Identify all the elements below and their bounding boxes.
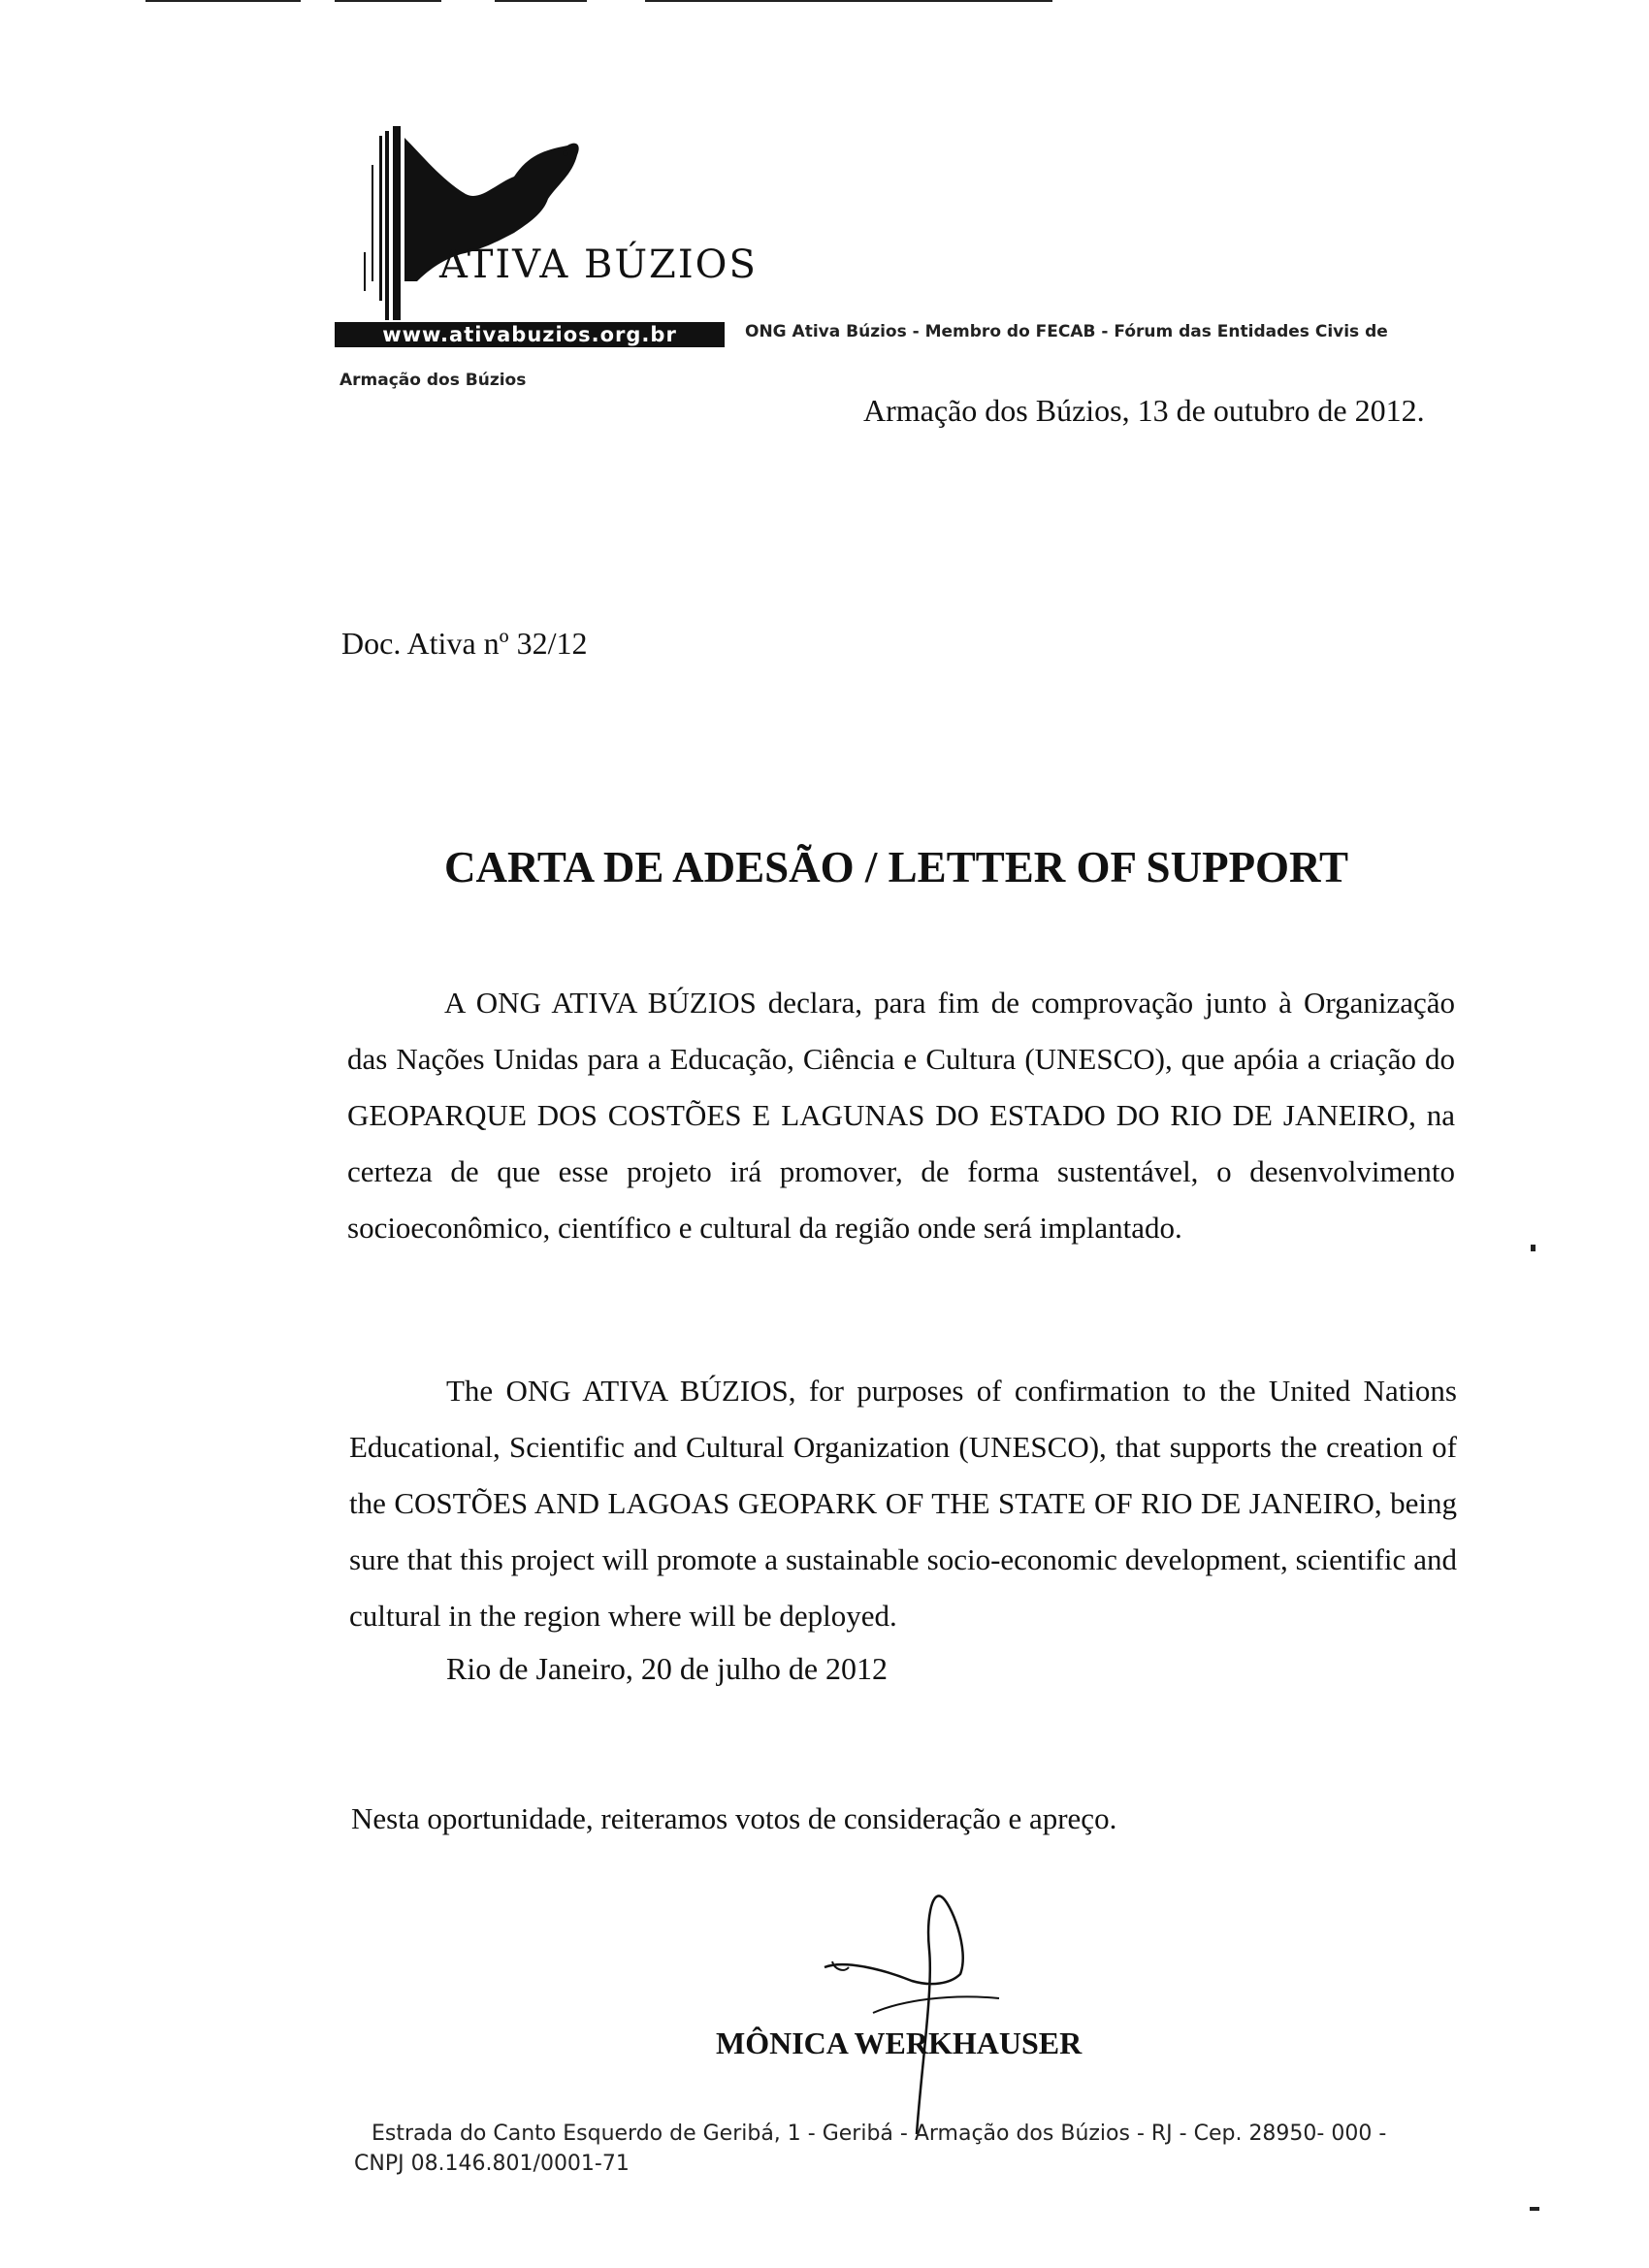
signatory-name: MÔNICA WERKHAUSER: [716, 2025, 1083, 2060]
doc-reference: Doc. Ativa nº 32/12: [341, 626, 588, 661]
paragraph-portuguese: [347, 975, 1455, 1256]
scan-edge-line: [146, 0, 301, 2]
scan-speck: [1531, 1245, 1536, 1251]
date-line: Armação dos Búzios, 13 de outubro de 2012.: [863, 393, 1425, 428]
org-line-2: Armação dos Búzios: [340, 371, 527, 390]
logo-name: ATIVA BÚZIOS: [439, 243, 758, 287]
letter-title: CARTA DE ADESÃO / LETTER OF SUPPORT: [444, 843, 1348, 891]
org-logo: [335, 126, 758, 349]
scan-edge-line: [495, 0, 587, 2]
scan-speck: [1530, 2207, 1539, 2211]
logo-map-icon: [335, 126, 732, 349]
logo-url: www.ativabuzios.org.br: [335, 322, 725, 347]
scan-edge-line: [645, 0, 1052, 2]
paragraph-english-text: The ONG ATIVA BÚZIOS, for purposes of confirmation to the United Nations Educational, Scientific and Cultural Organization (UNESCO), that supports the creation of the COSTÕES AND LAGOAS GEOPARK OF THE STATE OF RIO DE JANEIRO, being sure that this project will promote a sustainable socio-economic development, scientific and cultural in the region where will be deployed.: [349, 1374, 1457, 1633]
handwritten-signature: [805, 1892, 1077, 2144]
footer-address: Estrada do Canto Esquerdo de Geribá, 1 - Geribá - Armação dos Búzios - RJ - Cep. 28950- 000 -: [372, 2122, 1387, 2146]
org-line-1: ONG Ativa Búzios - Membro do FECAB - Fórum das Entidades Civis de: [745, 322, 1388, 341]
place-date: Rio de Janeiro, 20 de julho de 2012: [446, 1651, 889, 1686]
paragraph-english: [349, 1363, 1457, 1644]
closing-line: Nesta oportunidade, reiteramos votos de consideração e apreço.: [351, 1801, 1117, 1835]
paragraph-portuguese-text: A ONG ATIVA BÚZIOS declara, para fim de comprovação junto à Organização das Nações Unidas para a Educação, Ciência e Cultura (UNESCO), que apóia a criação do GEOPARQUE DOS COSTÕES E LAGUNAS DO ESTADO DO RIO DE JANEIRO, na certeza de que esse projeto irá promover, de forma sustentável, o desenvolvimento socioeconômico, científico e cultural da região onde será implantado.: [347, 986, 1455, 1245]
footer-cnpj: CNPJ 08.146.801/0001-71: [354, 2152, 630, 2176]
scan-edge-line: [335, 0, 441, 2]
